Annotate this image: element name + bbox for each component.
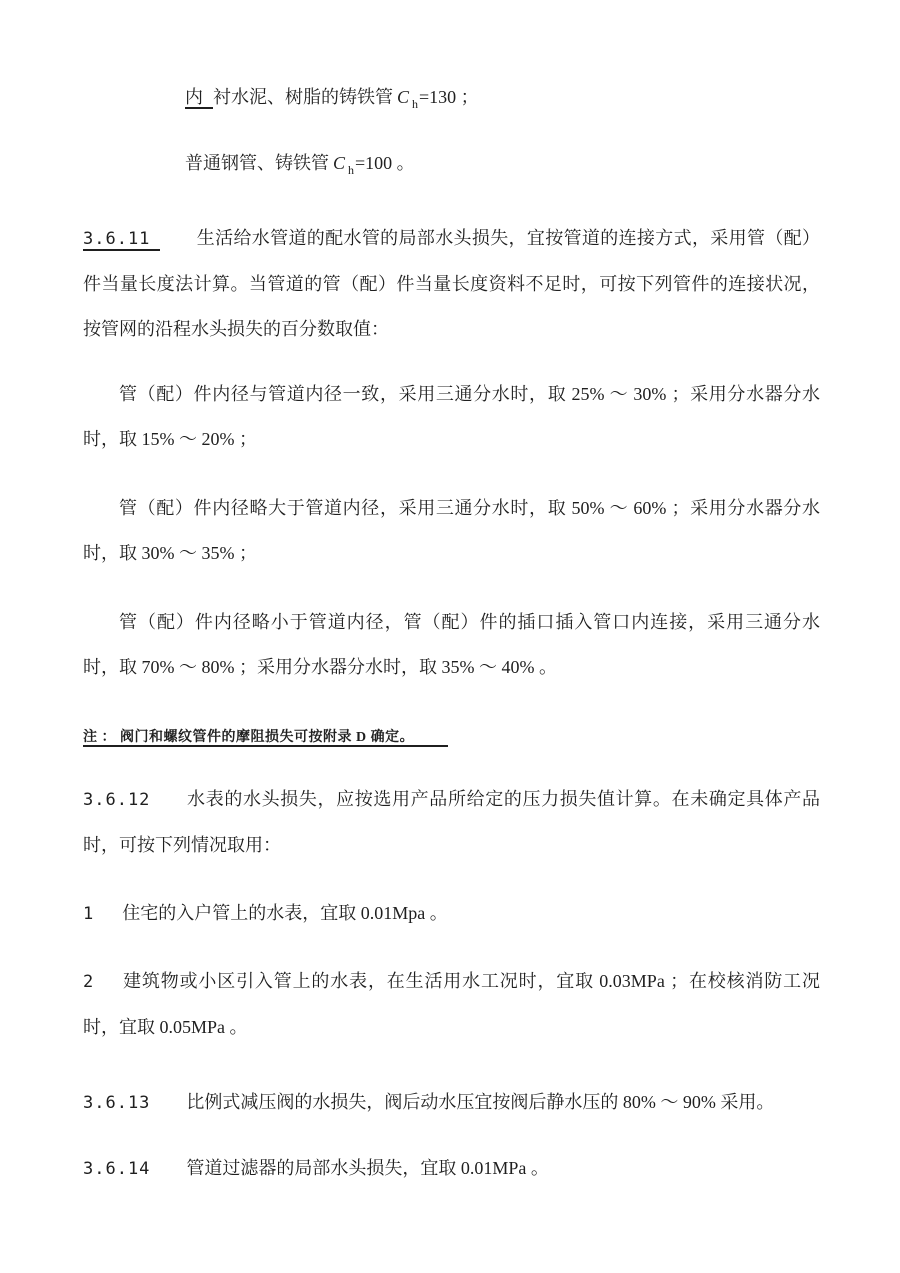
footnote: [83, 722, 820, 751]
percent-rule-larger-diameter: [83, 486, 820, 576]
footnote-text: 注 ： 阀门和螺纹管件的摩阻损失可按附录 D 确定。: [83, 730, 448, 747]
coeff-value: =130 ；: [419, 87, 479, 107]
item-text: 建筑物或小区引入管上的水表，在生活用水工况时，宜取 0.03MPa ；在校核消防工况时，宜取 0.05MPa 。: [83, 971, 820, 1037]
clause-text: 生活给水管道的配水管的局部水头损失，宜按管道的连接方式，采用管（配）件当量长度法计算。当管道的管（配）件当量长度资料不足时，可按下列管件的连接状况，按管网的沿程水头损失的百分数取值：: [83, 228, 820, 339]
list-item-residential-meter: [83, 891, 820, 937]
hazen-williams-symbol: C: [333, 153, 346, 173]
rule-text: 管（配）件内径与管道内径一致，采用三通分水时，取 25% ～ 30% ；采用分水器分水时，取 15% ～ 20% ；: [83, 384, 820, 449]
coeff-value: =100 。: [355, 153, 415, 173]
symbol-subscript: h: [348, 162, 355, 177]
clause-3-6-14: [83, 1146, 820, 1192]
coeff-text: 衬水泥、树脂的铸铁管: [213, 87, 393, 107]
coeff-line-ordinary-steel: [185, 141, 820, 186]
item-number: 1: [83, 904, 95, 924]
clause-text: 水表的水头损失，应按选用产品所给定的压力损失值计算。在未确定具体产品时，可按下列情况取用：: [83, 789, 820, 855]
clause-number: 3.6.11: [83, 229, 160, 251]
percent-rule-equal-diameter: [83, 372, 820, 462]
item-number: 2: [83, 972, 95, 992]
list-item-inlet-meter: [83, 959, 820, 1050]
clause-text: 管道过滤器的局部水头损失，宜取 0.01MPa 。: [186, 1158, 549, 1178]
clause-3-6-11: [83, 216, 820, 352]
clause-number: 3.6.14: [83, 1159, 151, 1179]
hazen-williams-symbol: C: [397, 87, 410, 107]
clause-3-6-12: [83, 777, 820, 868]
clause-3-6-13: [83, 1080, 820, 1126]
coeff-text: 普通钢管、铸铁管: [185, 153, 329, 173]
coeff-line-lined-cast-iron: [185, 75, 820, 120]
clause-text: 比例式减压阀的水损失，阀后动水压宜按阀后静水压的 80% ～ 90% 采用。: [186, 1092, 775, 1112]
percent-rule-smaller-diameter: [83, 600, 820, 690]
rule-text: 管（配）件内径略大于管道内径，采用三通分水时，取 50% ～ 60% ；采用分水器分水时，取 30% ～ 35% ；: [83, 498, 820, 563]
clause-number: 3.6.13: [83, 1093, 151, 1113]
clause-number: 3.6.12: [83, 790, 151, 810]
underlined-term: 内: [185, 87, 213, 109]
rule-text: 管（配）件内径略小于管道内径，管（配）件的插口插入管口内连接，采用三通分水时，取 70% ～ 80% ；采用分水器分水时，取 35% ～ 40% 。: [83, 612, 820, 677]
symbol-subscript: h: [412, 96, 419, 111]
item-text: 住宅的入户管上的水表，宜取 0.01Mpa 。: [122, 903, 448, 923]
